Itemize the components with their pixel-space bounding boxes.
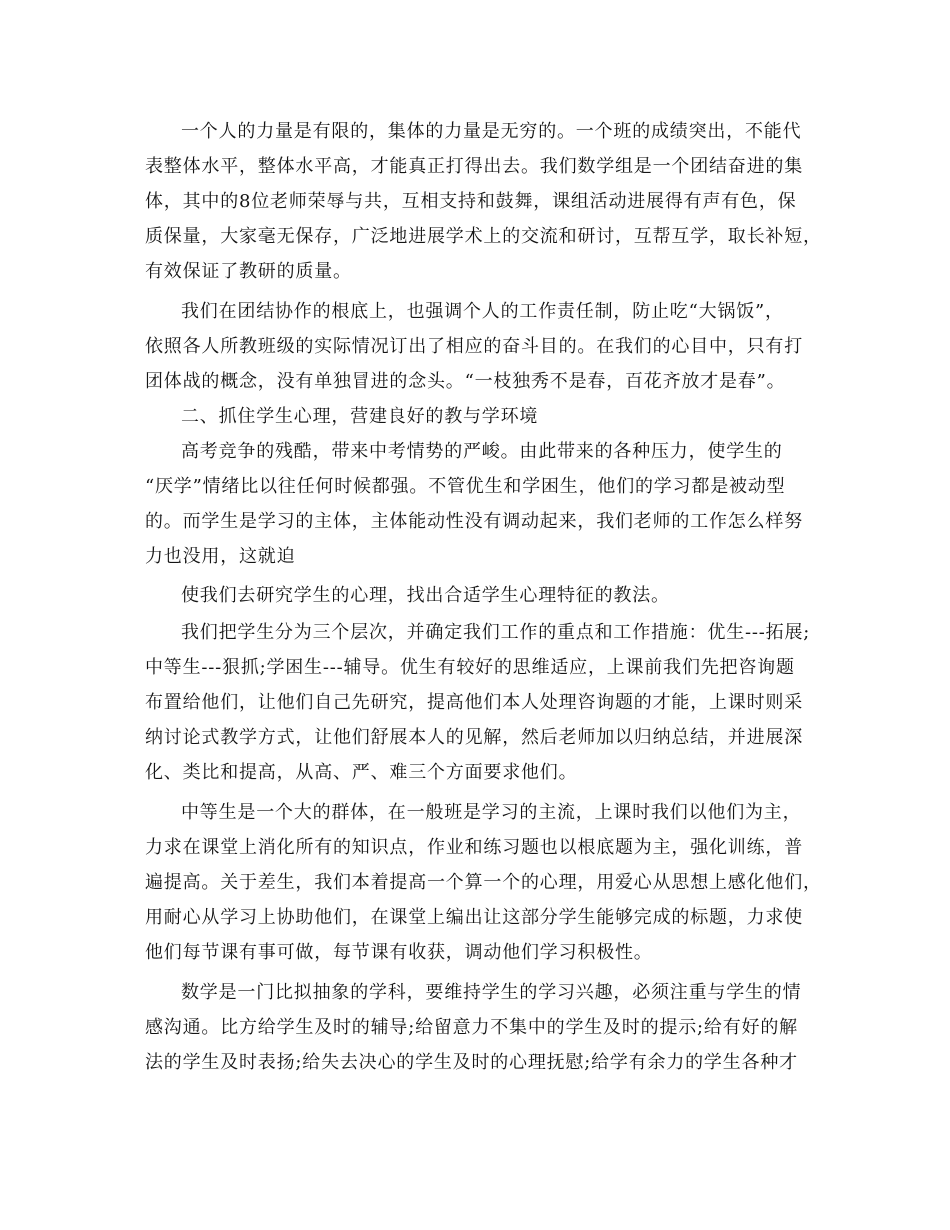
paragraph-line: 体，其中的8位老师荣辱与共，互相支持和鼓舞，课组活动进展得有声有色，保 [145, 191, 797, 212]
paragraph-line: 中等生---狠抓;学困生---辅导。优生有较好的思维适应，上课前我们先把咨询题 [145, 657, 795, 678]
paragraph-line: 中等生是一个大的群体，在一般班是学习的主流，上课时我们以他们为主， [181, 802, 802, 823]
paragraph-line: 我们在团结协作的根底上，也强调个人的工作责任制，防止吃“大锅饭”， [181, 301, 784, 322]
paragraph-line: 用耐心从学习上协助他们，在课堂上编出让这部分学生能够完成的标题，力求使 [145, 907, 803, 928]
paragraph-line: 质保量，大家毫无保存，广泛地进展学术上的交流和研讨，互帮互学，取长补短， [145, 226, 822, 247]
paragraph-line: 布置给他们，让他们自己先研究，提高他们本人处理咨询题的才能，上课时则采 [145, 692, 803, 713]
paragraph-line: 表整体水平，整体水平高，才能真正打得出去。我们数学组是一个团结奋进的集 [145, 156, 803, 177]
paragraph-line: 他们每节课有事可做，每节课有收获，调动他们学习积极性。 [145, 942, 653, 963]
paragraph-line: 的。而学生是学习的主体，主体能动性没有调动起来，我们老师的工作怎么样努 [145, 511, 803, 532]
paragraph-line: 法的学生及时表扬;给失去决心的学生及时的心理抚慰;给学有余力的学生各种才 [145, 1052, 798, 1073]
paragraph-line: 有效保证了教研的质量。 [145, 261, 352, 282]
paragraph-line: 一个人的力量是有限的，集体的力量是无穷的。一个班的成绩突出，不能代 [181, 121, 802, 142]
paragraph-line: 遍提高。关于差生，我们本着提高一个算一个的心理，用爱心从思想上感化他们， [145, 872, 822, 893]
paragraph-line: 力也没用，这就迫 [145, 546, 296, 567]
paragraph-line: 纳讨论式教学方式，让他们舒展本人的见解，然后老师加以归纳总结，并进展深 [145, 727, 803, 748]
paragraph-line: 使我们去研究学生的心理，找出合适学生心理特征的教法。 [181, 585, 670, 606]
paragraph-line: 感沟通。比方给学生及时的辅导;给留意力不集中的学生及时的提示;给有好的解 [145, 1017, 798, 1038]
paragraph-line: “厌学”情绪比以往任何时候都强。不管优生和学困生，他们的学习都是被动型 [145, 476, 786, 497]
paragraph-line: 我们把学生分为三个层次，并确定我们工作的重点和工作措施：优生---拓展; [181, 622, 811, 643]
paragraph-line: 高考竞争的残酷，带来中考情势的严峻。由此带来的各种压力，使学生的 [181, 441, 783, 462]
paragraph-line: 化、类比和提高，从高、严、难三个方面要求他们。 [145, 762, 578, 783]
paragraph-line: 力求在课堂上消化所有的知识点，作业和练习题也以根底题为主，强化训练，普 [145, 837, 803, 858]
paragraph-line: 团体战的概念，没有单独冒进的念头。“一枝独秀不是春，百花齐放才是春”。 [145, 371, 786, 392]
section-heading: 二、抓住学生心理，营建良好的教与学环境 [181, 406, 539, 427]
paragraph-line: 依照各人所教班级的实际情况订出了相应的奋斗目的。在我们的心目中，只有打 [145, 336, 803, 357]
paragraph-line: 数学是一门比拟抽象的学科，要维持学生的学习兴趣，必须注重与学生的情 [181, 982, 802, 1003]
